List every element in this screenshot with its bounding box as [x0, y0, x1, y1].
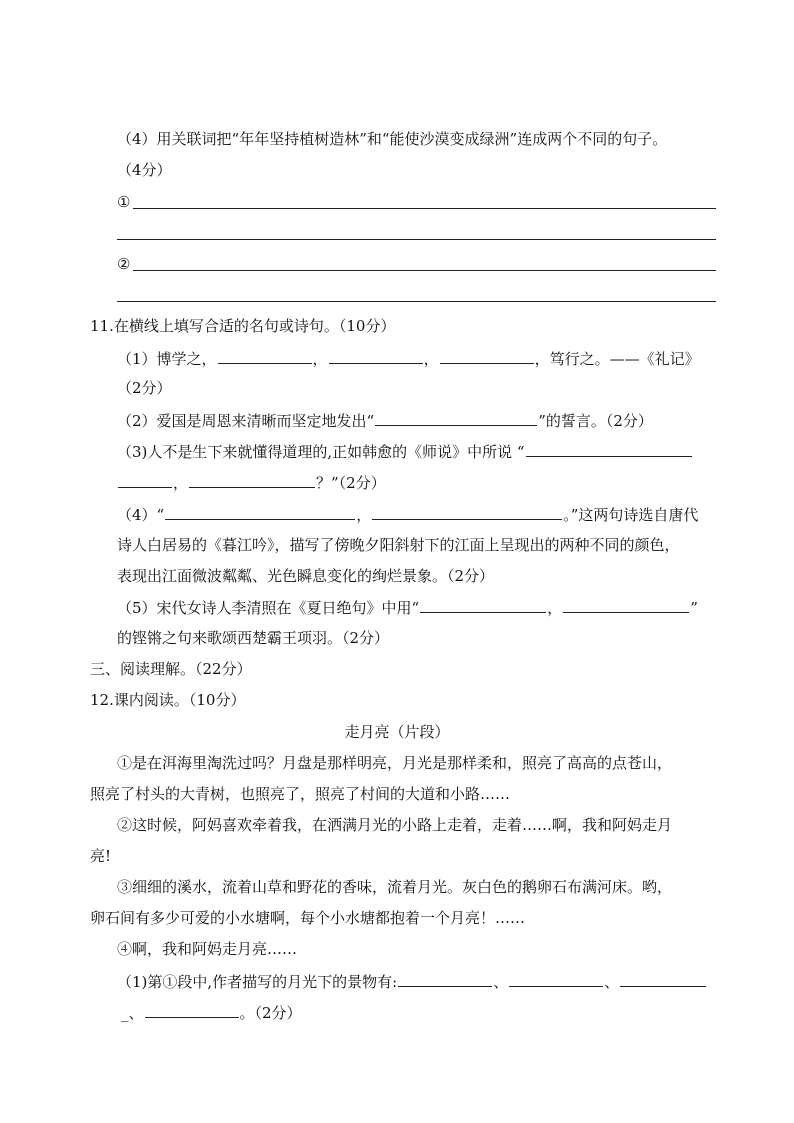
section-3-title: 三、阅读理解。（22分）: [90, 660, 252, 678]
q11-item-4: [117, 504, 698, 525]
q11-item-3-text-end: ？”（2分）: [316, 474, 386, 492]
blank[interactable]: [563, 597, 689, 613]
answer-line-2a[interactable]: [133, 270, 716, 271]
q12-sub-1-text-start: （1)第①段中,作者描写的月光下的景物有:: [117, 973, 398, 991]
q11-item-1-text-start: （1）博学之，: [117, 350, 217, 368]
q11-item-5-text-start: （5）宋代女诗人李清照在《夏日绝句》中用“: [117, 599, 420, 617]
answer-line-1b[interactable]: [117, 239, 716, 240]
answer-mark-2: ②: [117, 255, 131, 273]
q11-item-5-text-end: ”: [690, 599, 698, 617]
q11-item-4-line2: 诗人白居易的《暮江吟》，描写了傍晚夕阳斜射下的江面上呈现出的两种不同的颜色，: [117, 536, 680, 554]
q11-item-1-text-end: ，笃行之。——《礼记》: [534, 350, 700, 368]
passage-para-3: ③细细的溪水，流着山草和野花的香味，流着月光。灰白色的鹅卵石布满河床。哟，: [117, 878, 673, 896]
q11-item-3-cont: [117, 472, 386, 493]
q11-item-4-text-end: 。”这两句诗选自唐代: [563, 506, 699, 524]
passage-para-4: ④啊，我和阿妈走月亮……: [117, 940, 298, 958]
q11-item-4-text-start: （4）“: [117, 506, 165, 524]
blank[interactable]: [118, 472, 172, 488]
q11-item-1-sep: ，: [423, 350, 439, 368]
q11-item-5-sep: ，: [547, 599, 563, 617]
q11-item-2-text-start: （2）爱国是周恩来清晰而坚定地发出“: [117, 412, 375, 430]
q12-sub-1-cont: [117, 1002, 302, 1023]
q11-item-1-sep: ，: [312, 350, 328, 368]
blank[interactable]: [372, 504, 562, 520]
blank[interactable]: [218, 348, 312, 364]
blank[interactable]: [509, 971, 603, 987]
spacer: [118, 1003, 120, 1018]
blank[interactable]: [189, 472, 315, 488]
passage-para-3-cont: 卵石间有多少可爱的小水塘啊，每个小水塘都抱着一个月亮！……: [90, 909, 526, 927]
q12-title: 12.课内阅读。（10分）: [90, 691, 246, 709]
answer-line-1a[interactable]: [133, 208, 716, 209]
q12-sub-1-text-end: 。（2分）: [239, 1004, 302, 1022]
blank[interactable]: [329, 348, 423, 364]
q11-item-4-sep: ，: [356, 506, 372, 524]
answer-mark-1: ①: [117, 193, 131, 211]
q11-item-3-sep: ，: [173, 474, 189, 492]
q10-4-score: （4分）: [117, 161, 172, 179]
blank[interactable]: [375, 410, 537, 426]
q11-item-2-text-end: ”的誓言。（2分）: [538, 412, 653, 430]
blank[interactable]: [398, 971, 492, 987]
blank[interactable]: [620, 971, 706, 987]
q11-title: 11.在横线上填写合适的名句或诗句。（10分）: [90, 317, 396, 335]
q12-sub-1-text-cont: _、: [121, 1004, 144, 1022]
blank[interactable]: [440, 348, 534, 364]
passage-para-1: ①是在洱海里淘洗过吗？月盘是那样明亮，月光是那样柔和，照亮了高高的点苍山，: [117, 754, 673, 772]
blank[interactable]: [145, 1002, 239, 1018]
passage-para-1-cont: 照亮了村头的大青树，也照亮了，照亮了村间的大道和小路……: [90, 785, 511, 803]
passage-para-2-cont: 亮!: [90, 847, 112, 865]
q10-4-prompt: （4）用关联词把“年年坚持植树造林”和“能使沙漠变成绿洲”连成两个不同的句子。: [117, 130, 668, 148]
q11-item-3-text-start: （3)人不是生下来就懂得道理的,正如韩愈的《师说》中所说 “: [117, 443, 525, 461]
q11-item-5: [117, 597, 698, 618]
passage-para-2: ②这时候，阿妈喜欢牵着我，在洒满月光的小路上走着，走着……啊，我和阿妈走月: [117, 816, 673, 834]
q11-item-5-line2: 的铿锵之句来歌颂西楚霸王项羽。（2分）: [117, 629, 390, 647]
q12-sub-1-sep: 、: [493, 973, 509, 991]
q12-sub-1-sep: 、: [604, 973, 620, 991]
q11-item-2: [117, 410, 653, 431]
q11-item-1: [117, 348, 700, 369]
answer-line-2b[interactable]: [117, 301, 716, 302]
q12-sub-1: [117, 971, 707, 992]
q11-item-1-score: （2分）: [117, 379, 172, 397]
blank[interactable]: [165, 504, 355, 520]
blank[interactable]: [526, 441, 692, 457]
q11-item-4-line3: 表现出江面微波粼粼、光色瞬息变化的绚烂景象。（2分）: [117, 567, 495, 585]
blank[interactable]: [420, 597, 546, 613]
passage-title: 走月亮（片段）: [344, 723, 450, 741]
q11-item-3: [117, 441, 693, 462]
